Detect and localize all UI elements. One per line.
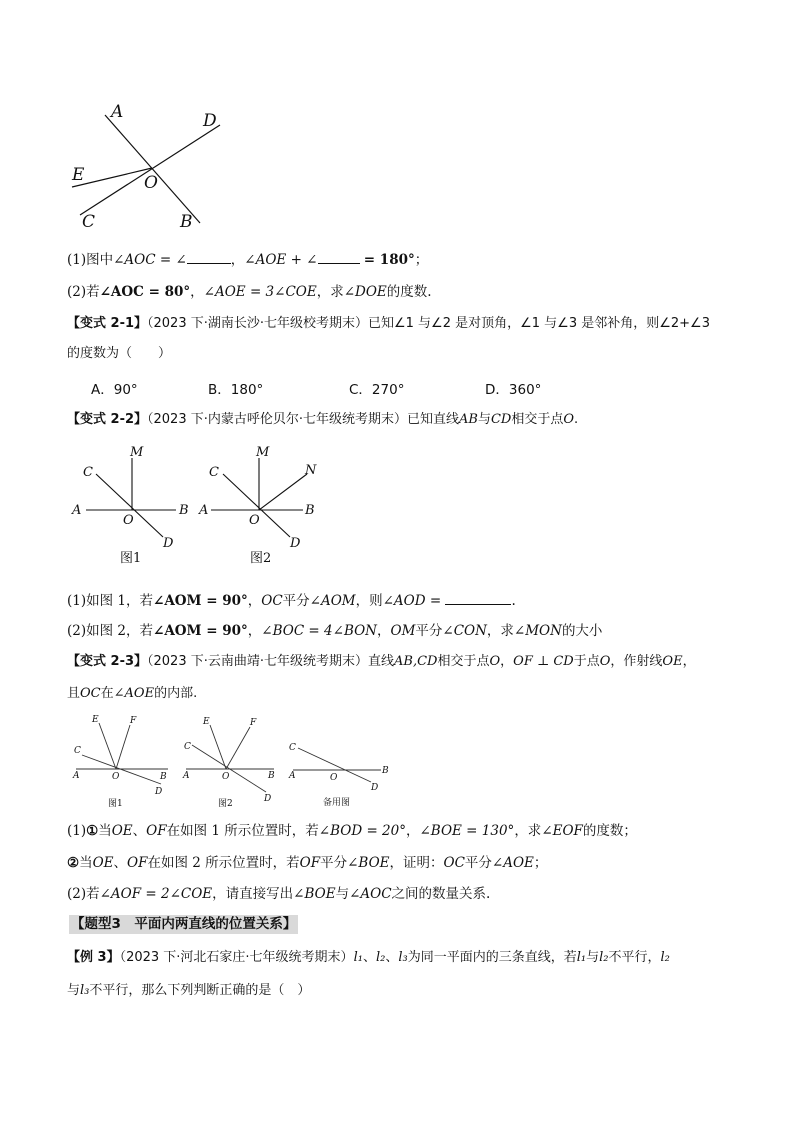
variant-2-3: 【变式 2-3】（2023 下·云南曲靖·七年级统考期末）直线AB,CD相交于点O，OF ⊥ CD于点O，作射线OE， [67, 654, 696, 669]
question-1: (1)图中∠AOC = ∠ ，∠AOE + ∠ = 180°； [67, 249, 428, 270]
svg-text:N: N [305, 463, 317, 478]
svg-text:F: F [250, 718, 257, 728]
figure-2-3-2 [178, 712, 288, 812]
svg-text:C: C [289, 743, 296, 753]
svg-text:A: A [72, 503, 82, 518]
svg-text:图1: 图1 [108, 799, 123, 809]
svg-text:B: B [305, 503, 315, 518]
svg-text:O: O [330, 773, 338, 783]
svg-text:O: O [123, 513, 134, 528]
svg-text:D: D [155, 787, 163, 797]
svg-text:图2: 图2 [218, 799, 233, 809]
figure-2-2-2 [195, 440, 330, 570]
choice-d[interactable]: D．360° [485, 382, 542, 398]
answer-blank[interactable] [445, 590, 511, 605]
variant-2-3-question-1a: (1)①当OE、OF在如图 1 所示位置时，若∠BOD = 20°，∠BOE = 130°，求∠EOF的度数； [67, 823, 637, 839]
choice-b[interactable]: B．180° [208, 382, 264, 398]
variant-2-2-question-1: (1)如图 1，若∠AOM = 90°，OC平分∠AOM，则∠AOD = . [67, 590, 516, 611]
label-E: E [72, 165, 85, 185]
question-2: (2)若∠AOC = 80°，∠AOE = 3∠COE，求∠DOE的度数. [67, 284, 432, 300]
section-heading-3: 【题型3 平面内两直线的位置关系】 [71, 916, 297, 932]
svg-text:D: D [163, 536, 174, 551]
answer-blank[interactable] [187, 249, 231, 264]
variant-2-3-question-2: (2)若∠AOF = 2∠COE，请直接写出∠BOE与∠AOC之间的数量关系. [67, 886, 491, 902]
svg-text:E: E [203, 717, 210, 727]
svg-text:M: M [256, 445, 270, 460]
svg-text:A: A [183, 771, 190, 781]
svg-text:C: C [83, 465, 93, 480]
svg-text:D: D [371, 783, 379, 793]
label-A: A [111, 102, 124, 122]
variant-2-2-question-2: (2)如图 2，若∠AOM = 90°，∠BOC = 4∠BON，OM平分∠CON，求∠MON的大小 [67, 623, 603, 639]
example-3-line2: 与l₃不平行，那么下列判断正确的是（ ） [67, 983, 311, 998]
svg-text:B: B [268, 771, 275, 781]
choice-c[interactable]: C．270° [349, 382, 405, 398]
label-O: O [144, 173, 158, 193]
answer-blank[interactable] [318, 249, 360, 264]
svg-text:D: D [264, 794, 272, 804]
svg-text:C: C [184, 742, 191, 752]
figure-2-3-backup [285, 730, 395, 815]
figure-2-2-1 [68, 440, 198, 570]
svg-text:A: A [289, 771, 296, 781]
svg-text:A: A [199, 503, 209, 518]
svg-text:图2: 图2 [250, 551, 272, 566]
choice-a[interactable]: A．90° [91, 382, 138, 398]
example-3: 【例 3】（2023 下·河北石家庄·七年级统考期末）l₁、l₂、l₃为同一平面内的三条直线，若l₁与l₂不平行，l₂ [67, 950, 670, 965]
variant-2-1-line2: 的度数为（ ） [67, 346, 172, 361]
label-C: C [82, 212, 96, 232]
svg-text:E: E [92, 715, 99, 725]
svg-text:O: O [249, 513, 260, 528]
svg-text:图1: 图1 [120, 551, 142, 566]
variant-2-2: 【变式 2-2】（2023 下·内蒙古呼伦贝尔·七年级统考期末）已知直线AB与CD相交于点O. [67, 412, 579, 427]
svg-text:O: O [112, 772, 120, 782]
svg-text:A: A [73, 771, 80, 781]
label-B: B [180, 212, 193, 232]
svg-text:M: M [130, 445, 144, 460]
svg-text:F: F [130, 716, 137, 726]
svg-text:B: B [179, 503, 189, 518]
variant-2-3-question-1b: ②当OE、OF在如图 2 所示位置时，若OF平分∠BOE，证明：OC平分∠AOE； [67, 855, 548, 871]
svg-text:D: D [290, 536, 301, 551]
svg-text:C: C [209, 465, 219, 480]
svg-text:B: B [382, 766, 389, 776]
variant-2-3-line2: 且OC在∠AOE的内部. [67, 686, 198, 701]
svg-text:C: C [74, 746, 81, 756]
main-figure [60, 95, 240, 235]
figure-2-3-1 [68, 712, 178, 812]
label-D: D [203, 111, 217, 131]
svg-text:O: O [222, 772, 230, 782]
svg-text:B: B [160, 772, 167, 782]
variant-2-1: 【变式 2-1】（2023 下·湖南长沙·七年级校考期末）已知∠1 与∠2 是对顶角，∠1 与∠3 是邻补角，则∠2+∠3 [67, 316, 710, 331]
svg-text:备用图: 备用图 [323, 798, 351, 808]
